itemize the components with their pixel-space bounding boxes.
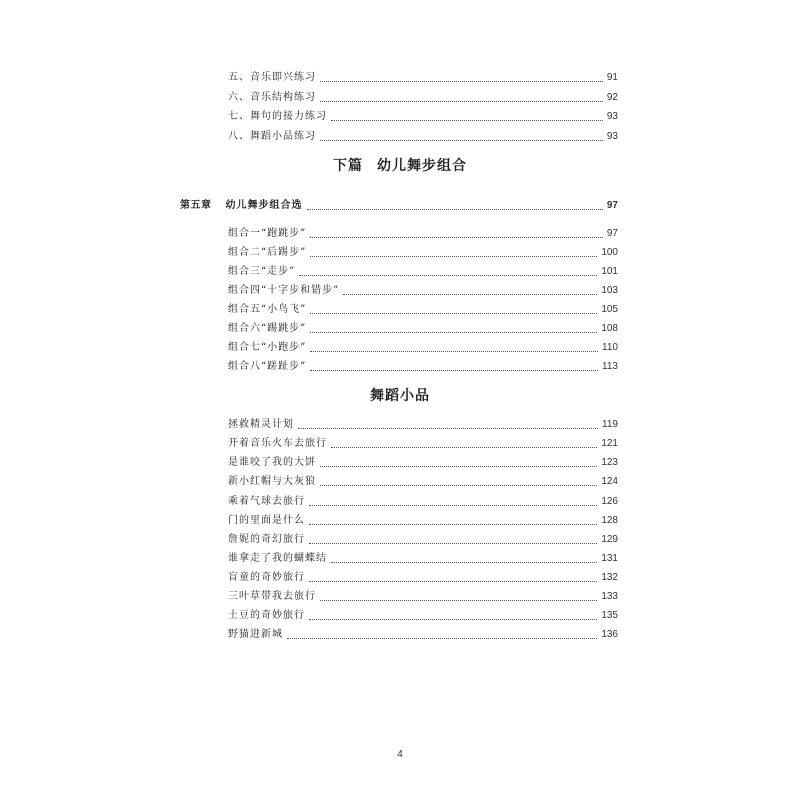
toc-entry — [228, 128, 618, 146]
toc-entry — [228, 282, 618, 300]
toc-entry-title: 开着音乐火车去旅行 — [228, 438, 327, 449]
toc-entry-title: 詹妮的奇幻旅行 — [228, 534, 305, 545]
toc-entry-title: 土豆的奇妙旅行 — [228, 610, 305, 621]
dot-leader — [320, 80, 603, 82]
toc-entry — [228, 263, 618, 281]
toc-entry — [228, 512, 618, 530]
toc-entry-title: 组合八“蹉趾步” — [228, 361, 307, 372]
toc-entry — [228, 473, 618, 491]
toc-entry-title: 是谁咬了我的大饼 — [228, 457, 316, 468]
dot-leader — [343, 293, 597, 295]
chapter-page: 97 — [606, 200, 618, 211]
toc-entry-title: 组合六“踢跳步” — [228, 323, 307, 334]
toc-entry — [228, 454, 618, 472]
toc-entry-page: 97 — [606, 228, 618, 239]
chapter-entry — [180, 197, 618, 215]
dot-leader — [309, 618, 597, 620]
toc-entry — [228, 416, 618, 434]
dot-leader — [287, 637, 597, 639]
dot-leader — [331, 119, 603, 121]
toc-entry-page: 119 — [602, 419, 618, 430]
toc-entry — [228, 435, 618, 453]
toc-entry-page: 123 — [601, 457, 618, 468]
toc-entry-title: 八、舞蹈小品练习 — [228, 131, 316, 142]
dot-leader — [309, 523, 597, 525]
toc-entry-page: 129 — [601, 534, 618, 545]
part-heading-title: 幼儿舞步组合 — [377, 158, 467, 174]
toc-entry-page: 101 — [601, 266, 618, 277]
dot-leader — [331, 561, 597, 563]
dot-leader — [320, 484, 597, 486]
toc-entry-title: 新小红帽与大灰狼 — [228, 476, 316, 487]
toc-entry — [228, 493, 618, 511]
dot-leader — [320, 599, 597, 601]
toc-entry-page: 132 — [601, 572, 618, 583]
toc-entry — [228, 626, 618, 644]
toc-entry-title: 组合一“跑跳步” — [228, 228, 307, 239]
toc-entry-page: 136 — [601, 629, 618, 640]
toc-entry-page: 128 — [601, 515, 618, 526]
toc-entry — [228, 531, 618, 549]
dot-leader — [310, 331, 597, 333]
toc-entry — [228, 89, 618, 107]
dot-leader — [310, 350, 598, 352]
toc-entry-title: 组合三“走步” — [228, 266, 296, 277]
chapter-label: 第五章 — [180, 200, 212, 211]
dot-leader — [299, 274, 597, 276]
toc-entry — [228, 588, 618, 606]
dot-leader — [310, 255, 597, 257]
dot-leader — [310, 236, 603, 238]
toc-entry-title: 盲童的奇妙旅行 — [228, 572, 305, 583]
toc-entry-page: 113 — [602, 361, 618, 372]
skit-heading: 舞蹈小品 — [370, 388, 430, 404]
dot-leader — [331, 446, 597, 448]
dot-leader — [309, 580, 597, 582]
toc-entry — [228, 569, 618, 587]
toc-entry — [228, 69, 618, 87]
toc-entry — [228, 358, 618, 376]
part-heading-label: 下篇 — [333, 158, 363, 174]
toc-entry-page: 126 — [601, 496, 618, 507]
toc-entry-title: 组合五“小鸟飞” — [228, 304, 307, 315]
toc-entry-page: 133 — [601, 591, 618, 602]
toc-entry-page: 92 — [606, 92, 618, 103]
dot-leader — [320, 100, 603, 102]
toc-entry-page: 100 — [601, 247, 618, 258]
toc-entry-title: 门的里面是什么 — [228, 515, 305, 526]
toc-entry-title: 三叶草带我去旅行 — [228, 591, 316, 602]
toc-entry — [228, 301, 618, 319]
toc-entry-page: 121 — [601, 438, 618, 449]
toc-entry — [228, 339, 618, 357]
toc-entry-page: 108 — [601, 323, 618, 334]
toc-entry-page: 124 — [601, 476, 618, 487]
dot-leader — [307, 208, 603, 210]
toc-entry-title: 谁拿走了我的蝴蝶结 — [228, 553, 327, 564]
toc-entry — [228, 607, 618, 625]
toc-entry-title: 六、音乐结构练习 — [228, 92, 316, 103]
dot-leader — [310, 369, 598, 371]
toc-entry-page: 110 — [602, 342, 618, 353]
toc-entry-title: 组合七“小跑步” — [228, 342, 307, 353]
dot-leader — [309, 542, 597, 544]
toc-entry-page: 103 — [601, 285, 618, 296]
part-heading — [0, 156, 800, 176]
toc-entry-title: 乘着气球去旅行 — [228, 496, 305, 507]
toc-entry — [228, 320, 618, 338]
dot-leader — [309, 504, 597, 506]
toc-entry-page: 91 — [606, 72, 618, 83]
toc-entry-page: 93 — [606, 131, 618, 142]
toc-entry-title: 五、音乐即兴练习 — [228, 72, 316, 83]
toc-entry-page: 131 — [601, 553, 618, 564]
toc-entry-title: 拯救精灵计划 — [228, 419, 294, 430]
toc-entry-title: 七、舞句的接力练习 — [228, 111, 327, 122]
toc-entry-page: 105 — [601, 304, 618, 315]
dot-leader — [320, 139, 603, 141]
page-number: 4 — [397, 749, 403, 760]
chapter-title: 幼儿舞步组合选 — [225, 200, 303, 211]
dot-leader — [310, 312, 597, 314]
toc-entry — [228, 108, 618, 126]
toc-entry — [228, 225, 618, 243]
dot-leader — [320, 465, 597, 467]
toc-entry-title: 野猫进新城 — [228, 629, 283, 640]
toc-entry-title: 组合二“后踢步” — [228, 247, 307, 258]
dot-leader — [298, 427, 598, 429]
toc-entry — [228, 244, 618, 262]
toc-entry-title: 组合四“十字步和错步” — [228, 285, 340, 296]
toc-entry — [228, 550, 618, 568]
toc-entry-page: 135 — [601, 610, 618, 621]
toc-entry-page: 93 — [606, 111, 618, 122]
